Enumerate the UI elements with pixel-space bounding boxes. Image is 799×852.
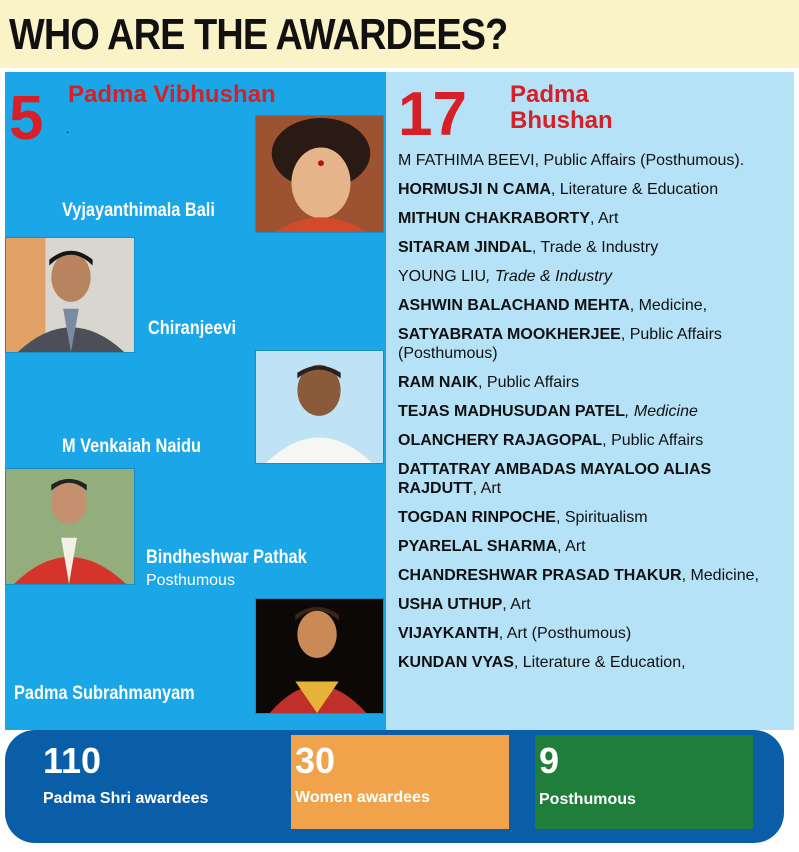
bhushan-awardee-name: M FATHIMA BEEVI: [398, 152, 535, 169]
bhushan-awardee-name: TOGDAN RINPOCHE: [398, 509, 556, 526]
header-banner: [0, 0, 799, 68]
women-label: Women awardees: [295, 789, 430, 806]
bhushan-awardee-name: USHA UTHUP: [398, 596, 503, 613]
women-count: 30: [295, 740, 336, 781]
bhushan-awardee-field: , Art: [589, 210, 619, 227]
posthumous-label: Posthumous: [539, 791, 636, 808]
bhushan-awardee-name: HORMUSJI N CAMA: [398, 181, 551, 198]
bhushan-awardee-name: KUNDAN VYAS: [398, 654, 514, 671]
bhushan-list-item: [398, 624, 793, 643]
bhushan-awardee-name: DATTATRAY AMBADAS MAYALOO ALIAS RAJDUTT: [398, 461, 712, 497]
bhushan-awardee-field: , Public Affairs (Posthumous): [398, 326, 722, 362]
bhushan-list-item: [398, 431, 793, 450]
awardee-name-vyjayanthimala: Vyjayanthimala Bali: [62, 200, 215, 221]
bhushan-awardee-field: , Trade & Industry: [531, 239, 659, 256]
bhushan-list-item: [398, 180, 793, 199]
bhushan-title-line2: Bhushan: [510, 106, 613, 134]
bhushan-awardee-name: SITARAM JINDAL: [398, 239, 532, 256]
bhushan-awardee-field: , Art (Posthumous): [498, 625, 632, 642]
bhushan-count: 17: [398, 80, 467, 149]
padma-subrahmanyam-photo: [255, 598, 384, 714]
bhushan-awardee-field: , Public Affairs (Posthumous).: [534, 152, 745, 169]
bhushan-awardee-list: [398, 151, 793, 682]
bhushan-list-item: [398, 296, 793, 315]
bhushan-list-item: [398, 238, 793, 257]
bhushan-list-item: [398, 151, 793, 170]
awardee-name-padma-subrahmanyam: Padma Subrahmanyam: [14, 683, 195, 704]
bhushan-awardee-name: CHANDRESHWAR PRASAD THAKUR: [398, 567, 682, 584]
bhushan-awardee-name: SATYABRATA MOOKHERJEE: [398, 326, 621, 343]
bhushan-list-item: [398, 373, 793, 392]
bhushan-awardee-name: VIJAYKANTH: [398, 625, 499, 642]
bhushan-list-item: [398, 595, 793, 614]
bhushan-awardee-field: , Literature & Education: [550, 181, 719, 198]
awardee-name-chiranjeevi: Chiranjeevi: [148, 318, 237, 339]
bhushan-awardee-name: YOUNG LIU: [398, 268, 487, 285]
vyjayanthimala-photo: [255, 115, 384, 233]
bhushan-list-item: [398, 325, 793, 363]
bhushan-awardee-field: , Public Affairs: [602, 432, 704, 449]
bhushan-awardee-field: , Trade & Industry: [486, 268, 612, 285]
bindheshwar-pathak-photo: [5, 468, 135, 585]
bhushan-title: [510, 82, 613, 134]
bhushan-list-item: [398, 537, 793, 556]
bhushan-list-item: [398, 653, 793, 672]
bhushan-list-item: [398, 402, 793, 421]
bhushan-awardee-field: , Medicine,: [681, 567, 759, 584]
bhushan-list-item: [398, 209, 793, 228]
posthumous-count: 9: [539, 740, 560, 781]
vibhushan-title: Padma Vibhushan: [68, 81, 276, 108]
awardee-name-venkaiah-naidu: M Venkaiah Naidu: [62, 436, 201, 457]
bhushan-awardee-field: , Literature & Education,: [513, 654, 686, 671]
posthumous-note: Posthumous: [146, 572, 235, 589]
bhushan-awardee-name: OLANCHERY RAJAGOPAL: [398, 432, 603, 449]
chiranjeevi-photo: [5, 237, 135, 353]
bhushan-awardee-field: , Art: [472, 480, 502, 497]
bhushan-list-item: [398, 508, 793, 527]
vibhushan-mark: .: [66, 122, 70, 136]
bhushan-awardee-field: , Medicine,: [629, 297, 708, 314]
venkaiah-naidu-photo: [255, 350, 384, 464]
bhushan-list-item: [398, 460, 793, 498]
shri-label: Padma Shri awardees: [43, 790, 209, 807]
women-stat-box: [291, 735, 509, 829]
bhushan-list-item: [398, 566, 793, 585]
posthumous-stat-box: [535, 735, 753, 829]
bhushan-awardee-name: MITHUN CHAKRABORTY: [398, 210, 590, 227]
awardee-name-bindheshwar-pathak: Bindheshwar Pathak: [146, 547, 307, 568]
vibhushan-count: 5: [9, 84, 44, 153]
bhushan-awardee-field: , Public Affairs: [478, 374, 580, 391]
bhushan-awardee-field: , Spiritualism: [555, 509, 648, 526]
bhushan-awardee-field: , Medicine: [624, 403, 698, 420]
bhushan-awardee-name: TEJAS MADHUSUDAN PATEL: [398, 403, 625, 420]
bhushan-awardee-name: ASHWIN BALACHAND MEHTA: [398, 297, 630, 314]
bhushan-awardee-field: , Art: [557, 538, 586, 555]
bhushan-list-item: [398, 267, 793, 286]
bhushan-awardee-name: PYARELAL SHARMA: [398, 538, 558, 555]
bhushan-awardee-name: RAM NAIK: [398, 374, 478, 391]
page-title: WHO ARE THE AWARDEES?: [9, 10, 508, 59]
bhushan-awardee-field: , Art: [502, 596, 531, 613]
bhushan-title-line1: Padma: [510, 81, 589, 108]
stats-band: [5, 730, 784, 843]
shri-count: 110: [43, 740, 102, 781]
